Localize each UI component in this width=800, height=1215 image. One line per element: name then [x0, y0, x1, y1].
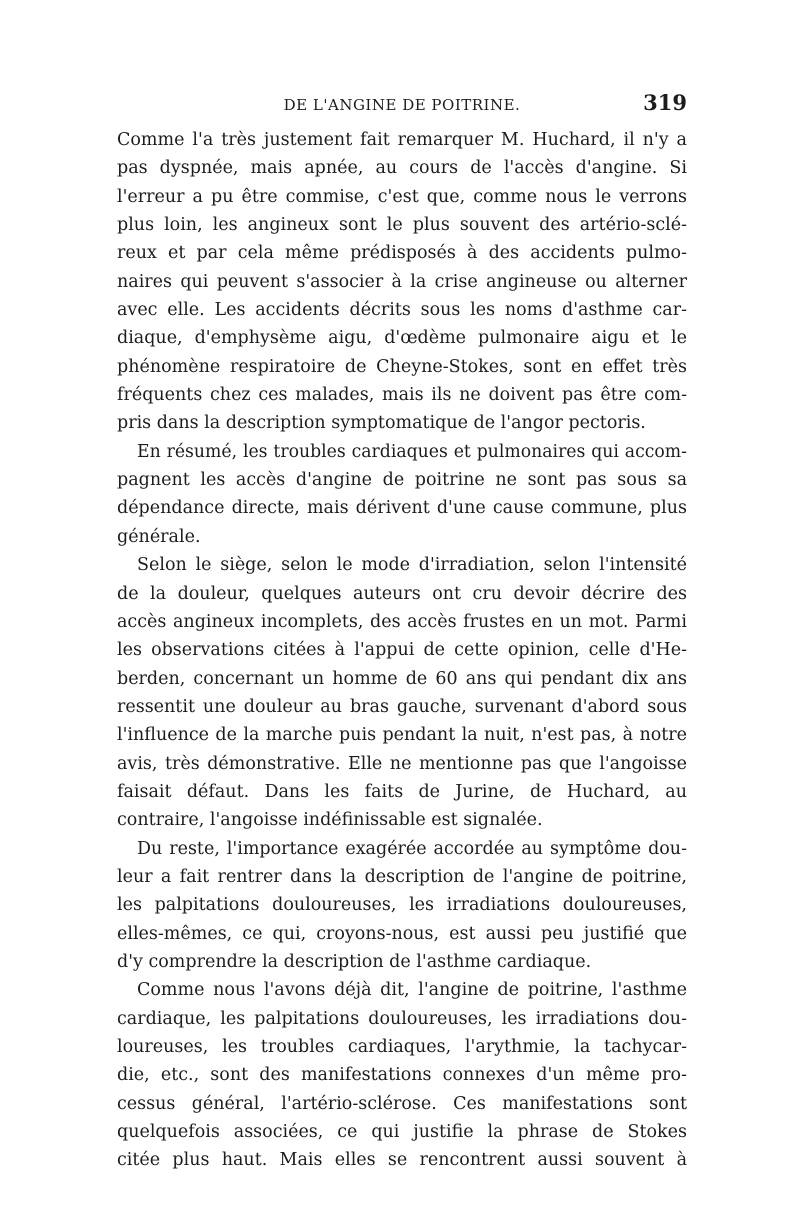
text-line: l'erreur a pu être commise, c'est que, comme nous le verrons — [117, 186, 687, 207]
text-line: quelquefois associées, ce qui justifie la phrase de Stokes — [117, 1122, 687, 1143]
text-line: les observations citées à l'appui de cette opinion, celle d'He- — [117, 640, 687, 661]
text-line: naires qui peuvent s'associer à la crise angineuse ou alterner — [117, 271, 687, 292]
page-number: 319 — [643, 90, 687, 115]
body-text — [117, 126, 687, 1175]
text-line: diaque, d'emphysème aigu, d'œdème pulmonaire aigu et le — [117, 328, 687, 349]
text-line: générale. — [117, 526, 201, 547]
text-line: Selon le siège, selon le mode d'irradiation, selon l'intensité — [137, 555, 687, 576]
text-line: En résumé, les troubles cardiaques et pulmonaires qui accom- — [137, 441, 687, 462]
text-line: pagnent les accès d'angine de poitrine ne sont pas sous sa — [117, 470, 687, 491]
text-line: ressentit une douleur au bras gauche, survenant d'abord sous — [117, 696, 687, 717]
text-line: cardiaque, les palpitations douloureuses, les irradiations dou- — [117, 1008, 687, 1029]
text-line: faisait défaut. Dans les faits de Jurine, de Huchard, au — [117, 781, 687, 802]
text-line: pris dans la description symptomatique de l'angor pectoris. — [117, 413, 646, 434]
text-line: dépendance directe, mais dérivent d'une cause commune, plus — [117, 498, 687, 519]
running-head — [117, 90, 687, 120]
text-line: plus loin, les angineux sont le plus souvent des artério-sclé- — [117, 215, 687, 236]
text-line: pas dyspnée, mais apnée, au cours de l'accès d'angine. Si — [117, 158, 687, 179]
text-line: phénomène respiratoire de Cheyne-Stokes, sont en effet très — [117, 356, 687, 377]
text-line: leur a fait rentrer dans la description de l'angine de poitrine, — [117, 866, 687, 887]
text-line: avis, très démonstrative. Elle ne mentionne pas que l'angoisse — [117, 753, 687, 774]
text-line: fréquents chez ces malades, mais ils ne doivent pas être com- — [117, 385, 687, 406]
text-line: accès angineux incomplets, des accès frustes en un mot. Parmi — [117, 611, 687, 632]
text-line: avec elle. Les accidents décrits sous les noms d'asthme car- — [117, 300, 687, 321]
text-line: Comme nous l'avons déjà dit, l'angine de poitrine, l'asthme — [137, 980, 687, 1001]
text-line: Comme l'a très justement fait remarquer M. Huchard, il n'y a — [117, 130, 687, 150]
text-line: de la douleur, quelques auteurs ont cru devoir décrire des — [117, 583, 687, 604]
text-line: d'y comprendre la description de l'asthme cardiaque. — [117, 951, 592, 972]
text-line: loureuses, les troubles cardiaques, l'arythmie, la tachycar- — [117, 1037, 687, 1057]
text-line: die, etc., sont des manifestations connexes d'un même pro- — [117, 1065, 687, 1086]
text-line: citée plus haut. Mais elles se rencontrent aussi souvent à — [117, 1150, 687, 1171]
text-line: les palpitations douloureuses, les irradiations douloureuses, — [117, 895, 687, 916]
text-line: reux et par cela même prédisposés à des accidents pulmo- — [117, 243, 687, 264]
text-line: cessus général, l'artério-sclérose. Ces manifestations sont — [117, 1093, 687, 1114]
text-line: berden, concernant un homme de 60 ans qui pendant dix ans — [117, 668, 687, 689]
running-title: DE L'ANGINE DE POITRINE. — [283, 96, 521, 114]
text-line: elles-mêmes, ce qui, croyons-nous, est aussi peu justifié que — [117, 923, 687, 944]
text-line: l'influence de la marche puis pendant la nuit, n'est pas, à notre — [117, 725, 687, 746]
text-line: Du reste, l'importance exagérée accordée au symptôme dou- — [137, 838, 687, 859]
text-line: contraire, l'angoisse indéfinissable est signalée. — [117, 810, 543, 831]
